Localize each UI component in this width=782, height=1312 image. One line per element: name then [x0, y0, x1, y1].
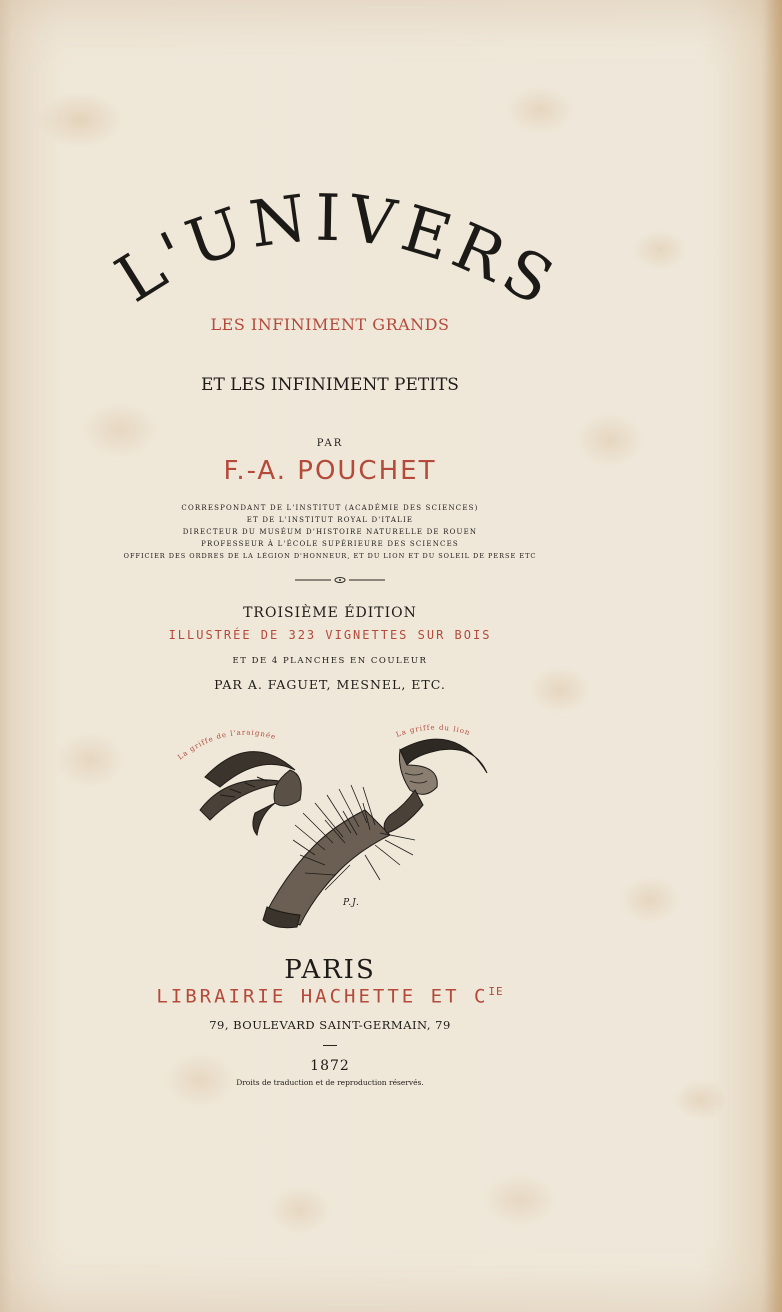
- book-title-text: L'UNIVERS: [103, 181, 570, 324]
- credential-line: CORRESPONDANT DE L'INSTITUT (ACADÉMIE DES SCIENCES): [181, 504, 479, 512]
- author-name: F.-A. POUCHET: [223, 456, 437, 486]
- publisher-name: LIBRAIRIE HACHETTE ET C: [156, 985, 489, 1008]
- plates-label: ET DE 4 PLANCHES EN COULEUR: [232, 656, 428, 666]
- spider-claw-drawing: [200, 752, 301, 835]
- edition-label: TROISIÈME ÉDITION: [243, 605, 417, 621]
- claws-engraving: [175, 715, 505, 935]
- credential-line: PROFESSEUR À L'ÉCOLE SUPÉRIEURE DES SCIENCES: [201, 540, 459, 548]
- caption-right-text: La griffe du lion: [394, 723, 472, 739]
- credential-line: OFFICIER DES ORDRES DE LA LÉGION D'HONNEUR, ET DU LION ET DU SOLEIL DE PERSE ETC: [123, 552, 537, 560]
- publication-year: 1872: [310, 1058, 350, 1074]
- rights-notice: Droits de traduction et de reproduction réservés.: [236, 1078, 424, 1087]
- subtitle-red: LES INFINIMENT GRANDS: [210, 315, 450, 334]
- subtitle-black: ET LES INFINIMENT PETITS: [201, 375, 459, 395]
- credential-line: ET DE L'INSTITUT ROYAL D'ITALIE: [246, 516, 414, 524]
- caption-right: [395, 724, 471, 739]
- title-arc: [40, 150, 660, 390]
- engraver-signature: P.J.: [343, 898, 360, 908]
- publisher-suffix: IE: [488, 985, 504, 998]
- publisher-line: [0, 985, 660, 1007]
- lion-claw-drawing: [384, 739, 487, 833]
- ornament-divider: [295, 575, 385, 585]
- book-title: [104, 181, 570, 323]
- city-label: PARIS: [284, 955, 376, 985]
- page-edge: [764, 0, 782, 1312]
- illustrated-label: ILLUSTRÉE DE 323 VIGNETTES SUR BOIS: [168, 628, 492, 642]
- caption-left-text: La griffe de l'araignée: [176, 728, 278, 762]
- publisher-address: 79, BOULEVARD SAINT-GERMAIN, 79: [209, 1018, 451, 1032]
- credential-line: DIRECTEUR DU MUSÉUM D'HISTOIRE NATURELLE DE ROUEN: [182, 528, 478, 536]
- hairy-limb-drawing: [263, 785, 415, 928]
- year-rule: [323, 1045, 337, 1046]
- artists-label: PAR A. FAGUET, MESNEL, ETC.: [214, 677, 446, 692]
- by-label: PAR: [316, 438, 344, 449]
